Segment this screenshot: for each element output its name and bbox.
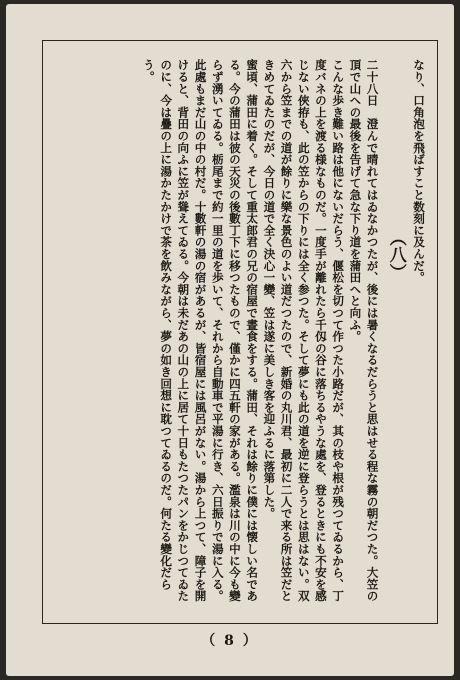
paragraph: 二十八日 澄んで晴れてはゐなかつたが、後には暑くなるだらうと思はせる程な霧の朝だつた。大笠の頂で山への最後を告げて急な下り道を蒲田へと向ふ。 <box>348 59 380 602</box>
paragraph: なり、口角泡を飛ばすこと数刻に及んだ。 <box>412 59 426 284</box>
book-page <box>6 4 454 676</box>
paragraph: 蜜頃、蒲田に着く。そして重太郎君の兄の宿屋で晝食をする。蒲田、それは餘りに僕には懐しい名である。今の蒲田は彼の天災の後數丁下に移つたもので、僅かに四五軒の家がある。濫泉は川の中に今も變らず湧いてゐる。栃尾まで約一里の道を歩いて、それから自動車で平湯に行き、六日振りで湯に入る。此處もまだ山の中の村だ。十數軒の湯の宿があるが、皆宿屋には風呂がない。湯から上つて、障子を開けると、背田の向ふに笠が聳えてゐる。今朝は未だあの山の上に居て十日もたつたパンをかじつてゐたのに、今は疊の上に湯かたかけで茶を飲みながら、夢の如き回想に耽つてゐるのだ。何たる變化だらう。 <box>141 59 260 602</box>
paragraph: こんな歩き難い路は他にないだらう、偃松を切つて作つた小路だが、其の枝や根が残つてゐるから、丁度バネの上を渡る様なものだ。一度手が離れたら千仭の谷に落ちるやうな處を、登るときにも不安を感じない俠拵も、此の笠からの下りには全く参つた。そして夢にも此の道を逆に登らうとは思はない。双六から笠までの道が餘りに樂な景色のよい道だつたので、新婚の丸川君、最初に二人で来る所は笠だときめてゐたのだが、今日の道で全く決心一變、笠は遂に美しき客を迎ふるに落第した。 <box>262 59 346 602</box>
text-frame <box>42 40 438 624</box>
section-heading: （八） <box>385 229 406 281</box>
body-text <box>140 59 427 607</box>
page-number: （ 8 ） <box>201 633 259 649</box>
